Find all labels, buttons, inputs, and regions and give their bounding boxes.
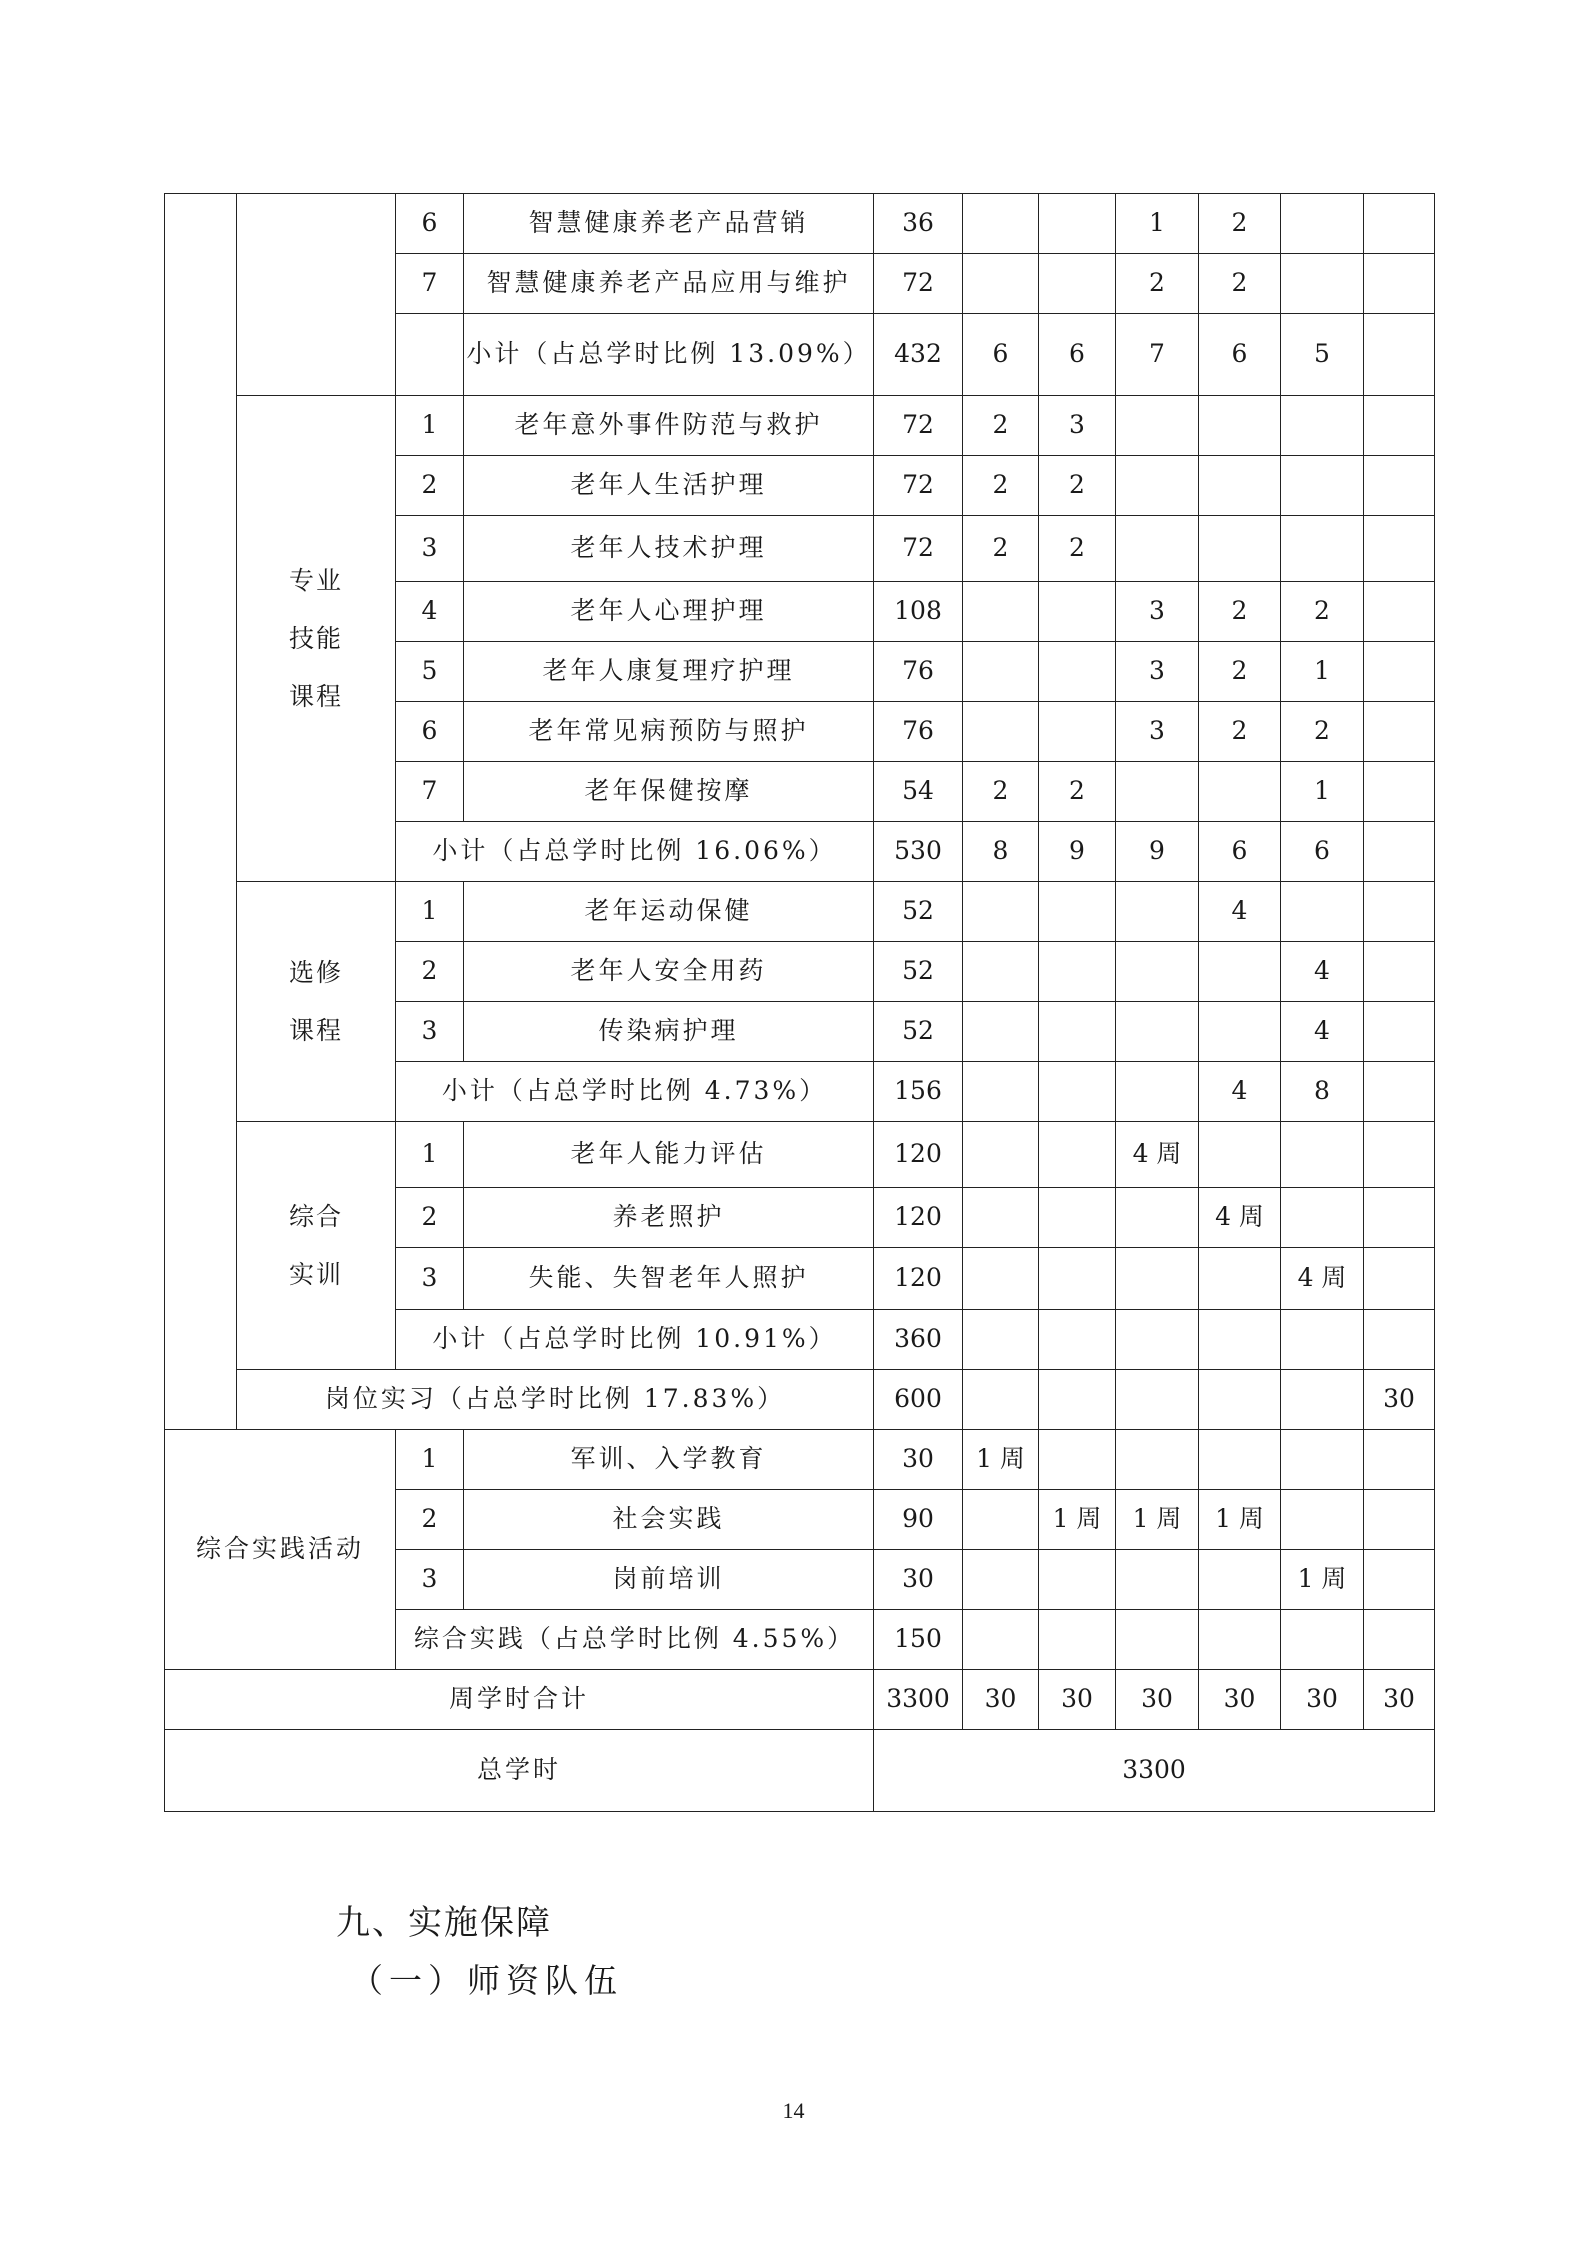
semester-cell: 4 xyxy=(1281,942,1364,1002)
subtotal-hours: 360 xyxy=(874,1310,963,1370)
table-row xyxy=(165,396,1435,456)
grand-total-value: 3300 xyxy=(874,1730,1435,1812)
internship-label: 岗位实习（占总学时比例 17.83%） xyxy=(237,1370,874,1430)
semester-cell xyxy=(1116,1248,1199,1310)
semester-cell xyxy=(1364,194,1435,254)
semester-cell: 2 xyxy=(963,456,1039,516)
semester-cell xyxy=(963,1122,1039,1188)
semester-cell xyxy=(1116,456,1199,516)
course-name: 老年人康复理疗护理 xyxy=(464,642,874,702)
course-hours: 120 xyxy=(874,1248,963,1310)
semester-cell: 1 周 xyxy=(1199,1490,1281,1550)
semester-cell: 7 xyxy=(1116,314,1199,396)
semester-cell xyxy=(1364,582,1435,642)
semester-cell xyxy=(1364,822,1435,882)
semester-cell xyxy=(1364,1310,1435,1370)
semester-cell xyxy=(1364,1062,1435,1122)
semester-cell xyxy=(1039,702,1116,762)
section-heading: 九、实施保障 xyxy=(336,1903,552,1943)
semester-cell: 4 周 xyxy=(1281,1248,1364,1310)
semester-cell xyxy=(963,942,1039,1002)
semester-cell xyxy=(1281,456,1364,516)
course-index: 6 xyxy=(396,702,464,762)
semester-cell: 4 周 xyxy=(1199,1188,1281,1248)
table-row xyxy=(165,1730,1435,1812)
grand-total-label: 总学时 xyxy=(165,1730,874,1812)
course-index: 1 xyxy=(396,882,464,942)
subtotal-label: 小计（占总学时比例 4.73%） xyxy=(396,1062,874,1122)
course-hours: 72 xyxy=(874,396,963,456)
semester-cell xyxy=(1199,942,1281,1002)
subsection-heading: （一）师资队伍 xyxy=(350,1961,623,2000)
semester-cell: 6 xyxy=(1199,822,1281,882)
semester-cell: 9 xyxy=(1116,822,1199,882)
course-hours: 30 xyxy=(874,1430,963,1490)
semester-cell xyxy=(1364,1490,1435,1550)
semester-cell: 4 xyxy=(1281,1002,1364,1062)
semester-cell xyxy=(963,1310,1039,1370)
semester-cell xyxy=(1199,1310,1281,1370)
course-index: 5 xyxy=(396,642,464,702)
semester-cell: 3 xyxy=(1116,702,1199,762)
internship-hours: 600 xyxy=(874,1370,963,1430)
semester-cell xyxy=(1039,1310,1116,1370)
semester-cell xyxy=(1116,1310,1199,1370)
course-name: 智慧健康养老产品营销 xyxy=(464,194,874,254)
course-hours: 52 xyxy=(874,882,963,942)
semester-cell xyxy=(1281,882,1364,942)
semester-cell xyxy=(1039,1062,1116,1122)
semester-cell xyxy=(1116,516,1199,582)
semester-cell xyxy=(1281,1370,1364,1430)
course-index: 7 xyxy=(396,254,464,314)
course-hours: 52 xyxy=(874,942,963,1002)
category-cell: 综合实践活动 xyxy=(165,1430,396,1670)
table-row xyxy=(165,882,1435,942)
semester-cell xyxy=(1116,762,1199,822)
semester-cell xyxy=(1039,1550,1116,1610)
semester-cell: 8 xyxy=(963,822,1039,882)
semester-cell xyxy=(1281,194,1364,254)
semester-cell xyxy=(1039,942,1116,1002)
semester-cell: 2 xyxy=(1039,762,1116,822)
semester-cell xyxy=(963,642,1039,702)
semester-cell xyxy=(1039,194,1116,254)
course-hours: 72 xyxy=(874,516,963,582)
semester-cell xyxy=(1116,396,1199,456)
semester-cell: 1 周 xyxy=(1039,1490,1116,1550)
course-name: 智慧健康养老产品应用与维护 xyxy=(464,254,874,314)
semester-cell xyxy=(1364,1188,1435,1248)
semester-cell: 4 xyxy=(1199,882,1281,942)
semester-cell: 30 xyxy=(963,1670,1039,1730)
course-hours: 52 xyxy=(874,1002,963,1062)
weekly-total-label: 周学时合计 xyxy=(165,1670,874,1730)
semester-cell: 6 xyxy=(1281,822,1364,882)
semester-cell: 2 xyxy=(1199,582,1281,642)
course-name: 军训、入学教育 xyxy=(464,1430,874,1490)
semester-cell: 1 周 xyxy=(1116,1490,1199,1550)
semester-cell: 6 xyxy=(1199,314,1281,396)
semester-cell: 3 xyxy=(1039,396,1116,456)
course-index: 3 xyxy=(396,1002,464,1062)
semester-cell: 30 xyxy=(1199,1670,1281,1730)
semester-cell xyxy=(1039,1610,1116,1670)
course-name: 社会实践 xyxy=(464,1490,874,1550)
semester-cell xyxy=(1039,1248,1116,1310)
course-index: 3 xyxy=(396,1550,464,1610)
semester-cell xyxy=(1039,1430,1116,1490)
semester-cell xyxy=(1281,1188,1364,1248)
course-index: 2 xyxy=(396,1188,464,1248)
semester-cell: 30 xyxy=(1039,1670,1116,1730)
semester-cell: 4 xyxy=(1199,1062,1281,1122)
semester-cell xyxy=(1039,1188,1116,1248)
semester-cell xyxy=(1199,396,1281,456)
semester-cell xyxy=(1116,1430,1199,1490)
semester-cell xyxy=(1039,882,1116,942)
category-cell: 专业 技能 课程 xyxy=(237,396,396,882)
category-cell: 选修 课程 xyxy=(237,882,396,1122)
semester-cell xyxy=(1116,1370,1199,1430)
semester-cell xyxy=(1116,1550,1199,1610)
semester-cell: 6 xyxy=(1039,314,1116,396)
semester-cell xyxy=(1364,1430,1435,1490)
course-name: 老年人心理护理 xyxy=(464,582,874,642)
semester-cell: 2 xyxy=(963,516,1039,582)
semester-cell xyxy=(1116,1188,1199,1248)
course-name: 老年人安全用药 xyxy=(464,942,874,1002)
semester-cell xyxy=(1364,1002,1435,1062)
semester-cell xyxy=(1039,1122,1116,1188)
semester-cell xyxy=(1199,762,1281,822)
semester-cell xyxy=(1116,1062,1199,1122)
course-index: 2 xyxy=(396,456,464,516)
semester-cell xyxy=(1364,1610,1435,1670)
subtotal-label: 小计（占总学时比例 10.91%） xyxy=(396,1310,874,1370)
semester-cell xyxy=(963,1490,1039,1550)
semester-cell xyxy=(1039,254,1116,314)
table-row xyxy=(165,1430,1435,1490)
course-index xyxy=(396,314,464,396)
semester-cell xyxy=(1364,762,1435,822)
course-hours: 30 xyxy=(874,1550,963,1610)
semester-cell xyxy=(1281,516,1364,582)
course-hours: 108 xyxy=(874,582,963,642)
semester-cell: 5 xyxy=(1281,314,1364,396)
subtotal-hours: 530 xyxy=(874,822,963,882)
semester-cell xyxy=(1039,642,1116,702)
subtotal-label: 小计（占总学时比例 16.06%） xyxy=(396,822,874,882)
semester-cell xyxy=(1281,1610,1364,1670)
semester-cell xyxy=(1364,882,1435,942)
category-cell: 综合 实训 xyxy=(237,1122,396,1370)
semester-cell xyxy=(1199,1370,1281,1430)
semester-cell xyxy=(1039,582,1116,642)
semester-cell xyxy=(1364,1122,1435,1188)
semester-cell xyxy=(1116,1610,1199,1670)
course-name: 养老照护 xyxy=(464,1188,874,1248)
course-name: 岗前培训 xyxy=(464,1550,874,1610)
semester-cell xyxy=(1199,1122,1281,1188)
semester-cell xyxy=(963,882,1039,942)
course-index: 4 xyxy=(396,582,464,642)
semester-cell xyxy=(1281,1122,1364,1188)
semester-cell xyxy=(963,1062,1039,1122)
semester-cell xyxy=(1364,396,1435,456)
semester-cell: 4 周 xyxy=(1116,1122,1199,1188)
course-index: 1 xyxy=(396,1122,464,1188)
semester-cell: 6 xyxy=(963,314,1039,396)
semester-cell: 2 xyxy=(1116,254,1199,314)
course-name: 老年人生活护理 xyxy=(464,456,874,516)
course-name: 老年常见病预防与照护 xyxy=(464,702,874,762)
course-index: 6 xyxy=(396,194,464,254)
semester-cell: 1 周 xyxy=(1281,1550,1364,1610)
semester-cell xyxy=(1199,1430,1281,1490)
semester-cell: 2 xyxy=(963,762,1039,822)
semester-cell xyxy=(963,582,1039,642)
course-name: 老年保健按摩 xyxy=(464,762,874,822)
semester-cell: 2 xyxy=(963,396,1039,456)
semester-cell: 1 xyxy=(1116,194,1199,254)
semester-cell xyxy=(1364,1550,1435,1610)
course-index: 2 xyxy=(396,1490,464,1550)
course-index: 3 xyxy=(396,516,464,582)
semester-cell: 30 xyxy=(1364,1370,1435,1430)
semester-cell: 1 xyxy=(1281,762,1364,822)
semester-cell: 1 xyxy=(1281,642,1364,702)
semester-cell: 30 xyxy=(1364,1670,1435,1730)
semester-cell xyxy=(1039,1002,1116,1062)
semester-cell xyxy=(1199,1550,1281,1610)
semester-cell xyxy=(963,1610,1039,1670)
semester-cell xyxy=(963,1370,1039,1430)
semester-cell xyxy=(1281,254,1364,314)
course-name: 失能、失智老年人照护 xyxy=(464,1248,874,1310)
semester-cell xyxy=(1199,456,1281,516)
semester-cell xyxy=(963,1550,1039,1610)
semester-cell xyxy=(1364,456,1435,516)
semester-cell: 2 xyxy=(1199,702,1281,762)
course-index: 7 xyxy=(396,762,464,822)
course-hours: 54 xyxy=(874,762,963,822)
course-name: 老年人能力评估 xyxy=(464,1122,874,1188)
subtotal-label: 小计（占总学时比例 13.09%） xyxy=(464,314,874,396)
semester-cell xyxy=(1364,254,1435,314)
weekly-total-hours: 3300 xyxy=(874,1670,963,1730)
course-name: 老年运动保健 xyxy=(464,882,874,942)
semester-cell: 9 xyxy=(1039,822,1116,882)
semester-cell xyxy=(1364,1248,1435,1310)
page-number: 14 xyxy=(782,2098,805,2123)
semester-cell xyxy=(1116,942,1199,1002)
course-hours: 76 xyxy=(874,642,963,702)
course-index: 1 xyxy=(396,396,464,456)
semester-cell xyxy=(1281,1310,1364,1370)
semester-cell xyxy=(963,702,1039,762)
course-hours: 72 xyxy=(874,254,963,314)
semester-cell: 1 周 xyxy=(963,1430,1039,1490)
semester-cell xyxy=(1281,396,1364,456)
semester-cell xyxy=(1039,1370,1116,1430)
semester-cell: 2 xyxy=(1281,582,1364,642)
subtotal-label: 综合实践（占总学时比例 4.55%） xyxy=(396,1610,874,1670)
semester-cell xyxy=(963,194,1039,254)
semester-cell: 2 xyxy=(1281,702,1364,762)
semester-cell xyxy=(1364,642,1435,702)
course-hours: 76 xyxy=(874,702,963,762)
course-hours: 90 xyxy=(874,1490,963,1550)
subtotal-hours: 156 xyxy=(874,1062,963,1122)
table-row xyxy=(165,194,1435,254)
course-index: 1 xyxy=(396,1430,464,1490)
semester-cell xyxy=(1116,882,1199,942)
course-hours: 120 xyxy=(874,1122,963,1188)
table-row xyxy=(165,1122,1435,1188)
course-hours: 120 xyxy=(874,1188,963,1248)
category-cell xyxy=(237,194,396,396)
semester-cell: 30 xyxy=(1116,1670,1199,1730)
course-name: 老年意外事件防范与救护 xyxy=(464,396,874,456)
course-name: 传染病护理 xyxy=(464,1002,874,1062)
semester-cell: 2 xyxy=(1199,642,1281,702)
semester-cell: 2 xyxy=(1039,456,1116,516)
course-hours: 72 xyxy=(874,456,963,516)
semester-cell: 2 xyxy=(1199,254,1281,314)
course-name: 老年人技术护理 xyxy=(464,516,874,582)
semester-cell xyxy=(1364,702,1435,762)
table-row xyxy=(165,1670,1435,1730)
course-index: 3 xyxy=(396,1248,464,1310)
semester-cell xyxy=(1199,1248,1281,1310)
semester-cell xyxy=(1199,1002,1281,1062)
semester-cell: 2 xyxy=(1199,194,1281,254)
semester-cell xyxy=(1364,942,1435,1002)
semester-cell xyxy=(963,1188,1039,1248)
semester-cell xyxy=(1116,1002,1199,1062)
semester-cell xyxy=(1281,1490,1364,1550)
group-outer-cell xyxy=(165,194,237,1430)
semester-cell xyxy=(1281,1430,1364,1490)
semester-cell xyxy=(963,1248,1039,1310)
course-hours: 36 xyxy=(874,194,963,254)
subtotal-hours: 432 xyxy=(874,314,963,396)
table-row xyxy=(165,1370,1435,1430)
semester-cell xyxy=(963,254,1039,314)
semester-cell xyxy=(1364,314,1435,396)
semester-cell: 3 xyxy=(1116,642,1199,702)
semester-cell: 3 xyxy=(1116,582,1199,642)
course-index: 2 xyxy=(396,942,464,1002)
curriculum-table xyxy=(164,193,1435,1812)
semester-cell: 8 xyxy=(1281,1062,1364,1122)
subtotal-hours: 150 xyxy=(874,1610,963,1670)
semester-cell xyxy=(1199,516,1281,582)
semester-cell: 2 xyxy=(1039,516,1116,582)
semester-cell xyxy=(1199,1610,1281,1670)
semester-cell: 30 xyxy=(1281,1670,1364,1730)
semester-cell xyxy=(963,1002,1039,1062)
semester-cell xyxy=(1364,516,1435,582)
